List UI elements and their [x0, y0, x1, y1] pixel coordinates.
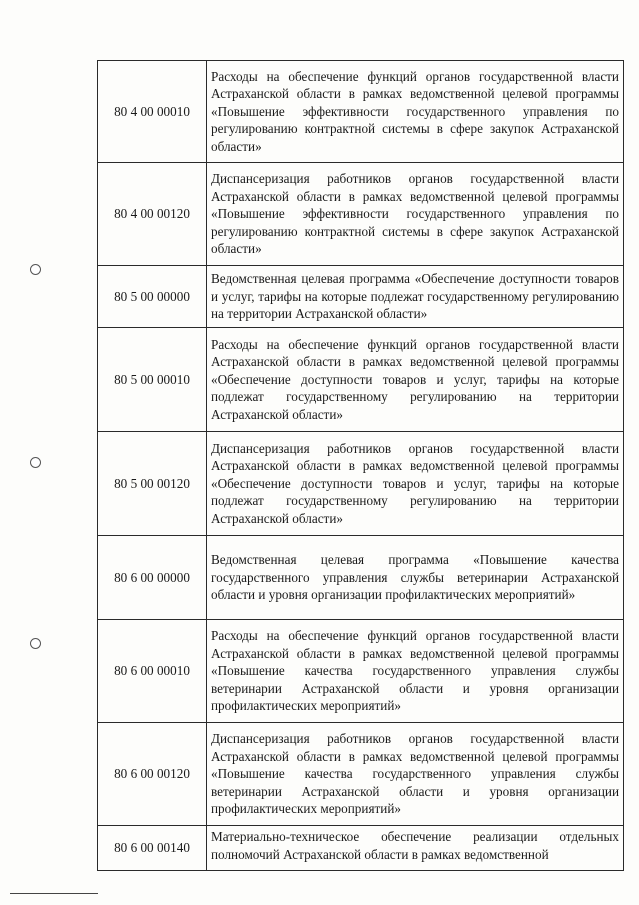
table-row [98, 723, 624, 826]
footnote-rule [10, 893, 98, 894]
table-row [98, 620, 624, 723]
budget-code-cell: 80 6 00 00140 [98, 826, 207, 871]
table-row [98, 61, 624, 163]
description-cell: Расходы на обеспечение функций органов государственной власти Астраханской области в рамках ведомственной целевой программы «Обеспечение доступности товаров и услуг, тарифы на которые подлежат государственному регулированию на территории Астраханской области» [207, 328, 624, 432]
budget-code-cell: 80 6 00 00120 [98, 723, 207, 826]
budget-code-cell: 80 4 00 00120 [98, 163, 207, 266]
table-row [98, 266, 624, 328]
description-cell: Расходы на обеспечение функций органов государственной власти Астраханской области в рамках ведомственной целевой программы «Повышение эффективности государственного управления по регулированию контрактной системы в сфере закупок Астраханской области» [207, 61, 624, 163]
table-row [98, 163, 624, 266]
description-cell: Диспансеризация работников органов государственной власти Астраханской области в рамках ведомственной целевой программы «Повышение качества государственного управления службы ветеринарии Астраханской области и уровня организации профилактических мероприятий» [207, 723, 624, 826]
budget-code-cell: 80 5 00 00000 [98, 266, 207, 328]
punch-hole-mark [30, 264, 41, 275]
description-cell: Расходы на обеспечение функций органов государственной власти Астраханской области в рамках ведомственной целевой программы «Повышение качества государственного управления службы ветеринарии Астраханской области и уровня организации профилактических мероприятий» [207, 620, 624, 723]
budget-code-cell: 80 5 00 00120 [98, 432, 207, 536]
description-cell: Ведомственная целевая программа «Повышение качества государственного управления службы ветеринарии Астраханской области и уровня организации профилактических мероприятий» [207, 536, 624, 620]
description-cell: Ведомственная целевая программа «Обеспечение доступности товаров и услуг, тарифы на которые подлежат государственному регулированию на территории Астраханской области» [207, 266, 624, 328]
description-cell: Диспансеризация работников органов государственной власти Астраханской области в рамках ведомственной целевой программы «Обеспечение доступности товаров и услуг, тарифы на которые подлежат государственному регулированию на территории Астраханской области» [207, 432, 624, 536]
budget-code-cell: 80 4 00 00010 [98, 61, 207, 163]
punch-hole-mark [30, 638, 41, 649]
description-cell: Диспансеризация работников органов государственной власти Астраханской области в рамках ведомственной целевой программы «Повышение эффективности государственного управления по регулированию контрактной системы в сфере закупок Астраханской области» [207, 163, 624, 266]
table-row [98, 536, 624, 620]
table-row [98, 432, 624, 536]
table-row [98, 826, 624, 871]
description-cell: Материально-техническое обеспечение реализации отдельных полномочий Астраханской области в рамках ведомственной [207, 826, 624, 871]
table-row [98, 328, 624, 432]
budget-code-cell: 80 6 00 00010 [98, 620, 207, 723]
budget-classification-table [97, 60, 624, 871]
budget-code-cell: 80 6 00 00000 [98, 536, 207, 620]
punch-hole-mark [30, 457, 41, 468]
budget-code-cell: 80 5 00 00010 [98, 328, 207, 432]
